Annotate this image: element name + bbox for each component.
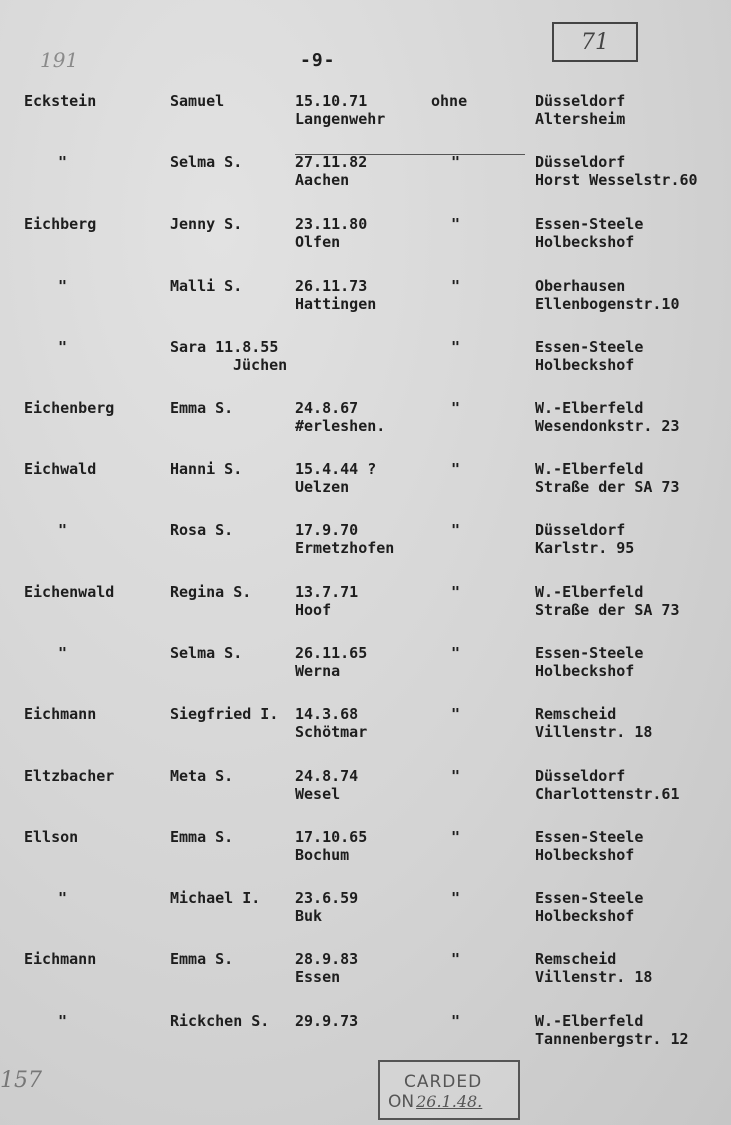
address (535, 215, 643, 251)
first-name: Rickchen S. (170, 1012, 270, 1030)
birth-info (295, 153, 367, 189)
ohne-column: " (451, 215, 461, 233)
ohne-column: " (451, 399, 461, 417)
surname: " (58, 153, 68, 171)
address-city: W.-Elberfeld (535, 1012, 644, 1030)
address (535, 583, 680, 619)
birth-date: 26.11.65 (295, 644, 368, 662)
birth-date: 29.9.73 (295, 1012, 359, 1030)
corner-handwritten-number: 191 (40, 48, 79, 72)
birth-place: Wesel (295, 785, 341, 803)
surname: Eichwald (24, 460, 97, 478)
address-city: W.-Elberfeld (535, 399, 644, 417)
surname: Eckstein (24, 92, 97, 110)
stamp-on-text (388, 1092, 482, 1112)
first-name: Selma S. (170, 644, 243, 662)
birth-place: #erleshen. (295, 417, 386, 435)
birth-info (295, 828, 367, 864)
address (535, 767, 680, 803)
birth-info (295, 1012, 358, 1030)
list-item (0, 215, 731, 271)
birth-info (295, 644, 367, 680)
address (535, 1012, 689, 1048)
address-city: Essen-Steele (535, 644, 644, 662)
ohne-column: " (451, 277, 461, 295)
ohne-column: " (451, 950, 461, 968)
list-item (0, 1012, 731, 1068)
address (535, 644, 643, 680)
first-name: Michael I. (170, 889, 261, 907)
birth-place: Jüchen (233, 356, 288, 374)
address-city: Düsseldorf (535, 521, 626, 539)
list-item (0, 277, 731, 333)
list-item (0, 153, 731, 209)
first-name: Siegfried I. (170, 705, 279, 723)
birth-place: Schötmar (295, 723, 368, 741)
address-street: Holbeckshof (535, 907, 635, 925)
surname: Eichenwald (24, 583, 115, 601)
first-name: Selma S. (170, 153, 243, 171)
address-street: Holbeckshof (535, 662, 635, 680)
first-name: Jenny S. (170, 215, 243, 233)
first-name: Emma S. (170, 950, 234, 968)
birth-info (295, 705, 367, 741)
address-street: Holbeckshof (535, 846, 635, 864)
birth-place: Hoof (295, 601, 332, 619)
surname: Eichenberg (24, 399, 115, 417)
list-item (0, 705, 731, 761)
birth-place: Essen (295, 968, 341, 986)
surname: " (58, 644, 68, 662)
birth-place: Langenwehr (295, 110, 386, 128)
birth-date: 17.10.65 (295, 828, 368, 846)
list-item (0, 889, 731, 945)
surname: " (58, 521, 68, 539)
address (535, 153, 698, 189)
address (535, 399, 680, 435)
page-number: -9- (300, 50, 336, 71)
birth-info (295, 277, 376, 313)
birth-info (295, 92, 385, 128)
surname: " (58, 338, 68, 356)
birth-place: Olfen (295, 233, 341, 251)
address (535, 92, 625, 128)
address-city: Essen-Steele (535, 338, 644, 356)
address-street: Tannenbergstr. 12 (535, 1030, 689, 1048)
stamp-carded-text: CARDED (404, 1072, 483, 1092)
birth-place: Uelzen (295, 478, 350, 496)
list-item (0, 460, 731, 516)
address (535, 705, 652, 741)
address-city: Essen-Steele (535, 828, 644, 846)
list-item (0, 583, 731, 639)
address-street: Villenstr. 18 (535, 968, 653, 986)
address-street: Horst Wesselstr.60 (535, 171, 698, 189)
ohne-column: " (451, 828, 461, 846)
address (535, 828, 643, 864)
address-city: Remscheid (535, 705, 617, 723)
birth-info (233, 356, 287, 374)
birth-place: Werna (295, 662, 341, 680)
address-street: Straße der SA 73 (535, 478, 680, 496)
birth-date: 14.3.68 (295, 705, 359, 723)
address-city: Remscheid (535, 950, 617, 968)
list-item (0, 950, 731, 1006)
document-number: 71 (581, 29, 609, 55)
birth-info (295, 215, 367, 251)
surname: Eltzbacher (24, 767, 115, 785)
address-street: Villenstr. 18 (535, 723, 653, 741)
address (535, 889, 643, 925)
birth-info (295, 460, 376, 496)
first-name: Hanni S. (170, 460, 243, 478)
address-street: Karlstr. 95 (535, 539, 635, 557)
address-city: Essen-Steele (535, 215, 644, 233)
birth-date: 23.6.59 (295, 889, 359, 907)
ohne-column: " (451, 338, 461, 356)
address-street: Altersheim (535, 110, 626, 128)
ohne-column: " (451, 153, 461, 171)
ohne-column: ohne (431, 92, 468, 110)
surname: " (58, 889, 68, 907)
list-item (0, 338, 731, 394)
list-item (0, 767, 731, 823)
first-name: Regina S. (170, 583, 252, 601)
bottom-handwritten-number: 157 (0, 1068, 42, 1093)
ohne-column: " (451, 644, 461, 662)
birth-place: Bochum (295, 846, 350, 864)
ohne-column: " (451, 583, 461, 601)
ohne-column: " (451, 705, 461, 723)
first-name: Malli S. (170, 277, 243, 295)
first-name: Sara 11.8.55 (170, 338, 279, 356)
ohne-column: " (451, 521, 461, 539)
document-number-box (552, 22, 638, 62)
birth-info (295, 583, 358, 619)
birth-date: 15.4.44 ? (295, 460, 377, 478)
surname: Eichberg (24, 215, 97, 233)
birth-info (295, 399, 385, 435)
ohne-column: " (451, 460, 461, 478)
ohne-column: " (451, 1012, 461, 1030)
address (535, 338, 643, 374)
birth-date: 26.11.73 (295, 277, 368, 295)
first-name: Meta S. (170, 767, 234, 785)
surname: " (58, 277, 68, 295)
address-city: Oberhausen (535, 277, 626, 295)
birth-date: 28.9.83 (295, 950, 359, 968)
birth-info (295, 521, 394, 557)
stamp-on-label: ON (388, 1092, 415, 1112)
address-city: Düsseldorf (535, 767, 626, 785)
birth-date: 23.11.80 (295, 215, 368, 233)
birth-place: Hattingen (295, 295, 377, 313)
birth-date: 17.9.70 (295, 521, 359, 539)
stamp-date: 26.1.48. (416, 1092, 483, 1111)
address (535, 277, 680, 313)
first-name: Emma S. (170, 828, 234, 846)
ohne-column: " (451, 889, 461, 907)
address-city: Düsseldorf (535, 153, 626, 171)
birth-date: 24.8.74 (295, 767, 359, 785)
birth-info (295, 889, 358, 925)
address-street: Charlottenstr.61 (535, 785, 680, 803)
address-street: Holbeckshof (535, 233, 635, 251)
list-item (0, 644, 731, 700)
surname: " (58, 1012, 68, 1030)
address-city: Essen-Steele (535, 889, 644, 907)
birth-place: Buk (295, 907, 323, 925)
list-item (0, 92, 731, 148)
address-street: Straße der SA 73 (535, 601, 680, 619)
address-street: Holbeckshof (535, 356, 635, 374)
first-name: Rosa S. (170, 521, 234, 539)
list-item (0, 521, 731, 577)
birth-date: 15.10.71 (295, 92, 368, 110)
birth-place: Aachen (295, 171, 350, 189)
first-name: Samuel (170, 92, 225, 110)
list-item (0, 828, 731, 884)
address (535, 950, 652, 986)
birth-date: 24.8.67 (295, 399, 359, 417)
address-city: W.-Elberfeld (535, 583, 644, 601)
birth-info (295, 767, 358, 803)
surname: Eichmann (24, 705, 97, 723)
birth-date: 27.11.82 (295, 153, 368, 171)
list-item (0, 399, 731, 455)
ohne-column: " (451, 767, 461, 785)
address (535, 521, 634, 557)
surname: Ellson (24, 828, 79, 846)
address (535, 460, 680, 496)
birth-place: Ermetzhofen (295, 539, 395, 557)
surname: Eichmann (24, 950, 97, 968)
address-street: Wesendonkstr. 23 (535, 417, 680, 435)
first-name: Emma S. (170, 399, 234, 417)
birth-info (295, 950, 358, 986)
carded-stamp (378, 1060, 520, 1120)
address-street: Ellenbogenstr.10 (535, 295, 680, 313)
birth-date: 13.7.71 (295, 583, 359, 601)
address-city: W.-Elberfeld (535, 460, 644, 478)
address-city: Düsseldorf (535, 92, 626, 110)
